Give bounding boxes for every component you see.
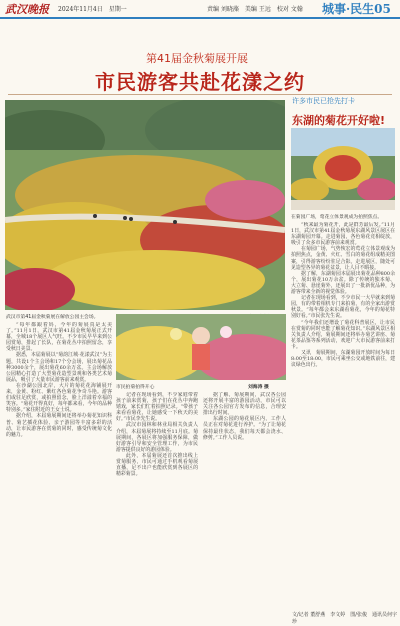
- paragraph: 据了解，菊展期间，武汉各公园还将开展丰富的游园活动，市民可以关注各公园官方发布的信息，合理安排出行时间。: [203, 392, 286, 417]
- paragraph: 在菊园广场，气势恢宏的莺花立体景观成为拍照焦点，金黄、火红、雪白的菊花组成精美图案，引得游客纷纷驻足合影。走进展区，随处可见造型各异的菊花盆景，让人目不暇接。: [291, 246, 395, 271]
- side-photo: [291, 128, 395, 210]
- paragraph: 又讯 菊展期间，东湖菊园开放时间为每日8:00至18:00，市民可乘坐公交或地铁前往，建议绿色出行。: [291, 349, 395, 369]
- masthead: 武汉晚报: [5, 3, 49, 16]
- side-title-small: 许多市民已抢先打卡: [292, 97, 355, 105]
- article-byline: 文/记者 董舒燕 李文婷 图/张俊 通讯员何宇珍: [292, 612, 397, 625]
- flower-garden-photo: [5, 100, 285, 310]
- article-body-col2: [116, 392, 198, 614]
- paragraph: 记者在现场看到，不少市民一大早就来到菊园，有的带着相机专门来拍菊，有的全家出游赏秋景。“每年都会来东湖看菊花，今年的菊花特别好看。”市民张先生说。: [291, 295, 395, 320]
- paragraph: “秋来最为菊花开，此是群芳最后发。”11月1日，武汉市第41届金秋菊展东湖风景区展区在东湖菊园开幕。走进菊园，各色菊花竞相绽放，吸引了众多市民游客前来观赏。: [291, 222, 395, 247]
- main-photo-caption: 武汉市第41届金秋菊展在解放公园主会场。: [6, 315, 99, 320]
- title-divider: [8, 94, 392, 95]
- kid-photo-credit: 刘海涛 摄: [248, 385, 269, 390]
- article-body-col3: [203, 392, 286, 614]
- page-header: [0, 0, 400, 19]
- issue-date: 2024年11月4日 星期一: [58, 6, 127, 13]
- paragraph: 据了解，东湖菊园本届展出菊花品种800余个，展出菊花10万余盆。除了传统的独本菊、大立菊、悬崖菊外，还展出了一批新优品种，为游客带来全新的视觉体验。: [291, 270, 395, 296]
- side-photo-caption: 在菊园广场，莺花立体景观成为拍照焦点。: [291, 215, 383, 220]
- paragraph: 记者在现场看到，不少家庭带着孩子前来赏菊，孩子们在花丛中奔跑嬉戏，家长们忙着拍照记录。“带孩子来看看菊花，让她感受一下秋天的美好。”市民李先生说。: [116, 392, 198, 423]
- child-with-flowers-photo: [116, 314, 286, 380]
- editor-credits: 责编 刘晓藻 美编 王远 校对 文翰: [207, 6, 303, 13]
- paragraph: “每年都跟着妈，今年的菊展真是太美了。”11月1日，武汉市第41届金秋菊展正式开幕，全城18个展区人气旺。不少市民早早来到公园赏菊，排起了长队，在菊花丛中拍照留念，享受秋日美景。: [6, 322, 112, 353]
- side-title-big: 东湖的菊花开好啦!: [292, 114, 386, 127]
- side-body: [291, 222, 395, 610]
- kid-photo: [116, 314, 286, 380]
- article-headline: 市民游客共赴花漾之约: [95, 70, 305, 94]
- kid-photo-caption: 市民拍菊拍得开心: [116, 385, 155, 390]
- section-title: 城事·民生05: [322, 2, 391, 16]
- paragraph: 据悉，本届菊展以“菊韵江城·花漾武汉”为主题，共设1个主会场和17个分会场，展出菊花品种3000余个，展出菊花60余万盆。主会场解放公园精心打造了大型菊花造型景观和各类艺术菊展品，吸引了大量市民游客前来观赏。: [6, 352, 112, 383]
- paragraph: 此外，本届菊展还首次推出线上赏菊服务，市民可通过手机观看菊展直播，足不出户也能欣赏到各展区的精彩菊景。: [116, 452, 198, 478]
- paragraph: “今年我们还增设了菊花科普展区，让市民在赏菊的同时也能了解菊花知识。”东湖风景区相关负责人介绍，菊展期间还将举办菊艺讲座、菊花茶品鉴等系列活动，欢迎广大市民游客前来打卡。: [291, 319, 395, 350]
- main-photo: [5, 100, 285, 310]
- paragraph: 据介绍，本届菊展期间还将举办菊花知识科普、菊艺插花体验、亲子游园等丰富多彩的活动，让市民游客在赏菊的同时，感受传统菊文化的魅力。: [6, 413, 112, 438]
- article-body-col1: [6, 322, 112, 614]
- paragraph: 武汉市园林和林业局相关负责人介绍，本届菊展将持续至11月底。菊展期间，各展区将加强服务保障，做好游客引导和安全管理工作，为市民游客提供良好的游园体验。: [116, 422, 198, 453]
- article-subtitle: 第41届金秋菊展开展: [146, 52, 248, 65]
- paragraph: 东湖公园的菊花展区内，工作人员正在对菊花进行养护。“为了让菊花保持最佳状态，我们每天都会浇水、修剪。”工作人员说。: [203, 416, 286, 441]
- paragraph: 在沙湖公园北岸，大片的菊花花海铺展开来，金黄、粉红、紫红各色菊花争奇斗艳。游客们或驻足欣赏，或拍照留念，脸上洋溢着幸福的笑容。“菊花开得真好，每年都来看，今年的品种特别多。”家住附近的王女士说。: [6, 382, 112, 414]
- flower-plaza-photo: [291, 128, 395, 210]
